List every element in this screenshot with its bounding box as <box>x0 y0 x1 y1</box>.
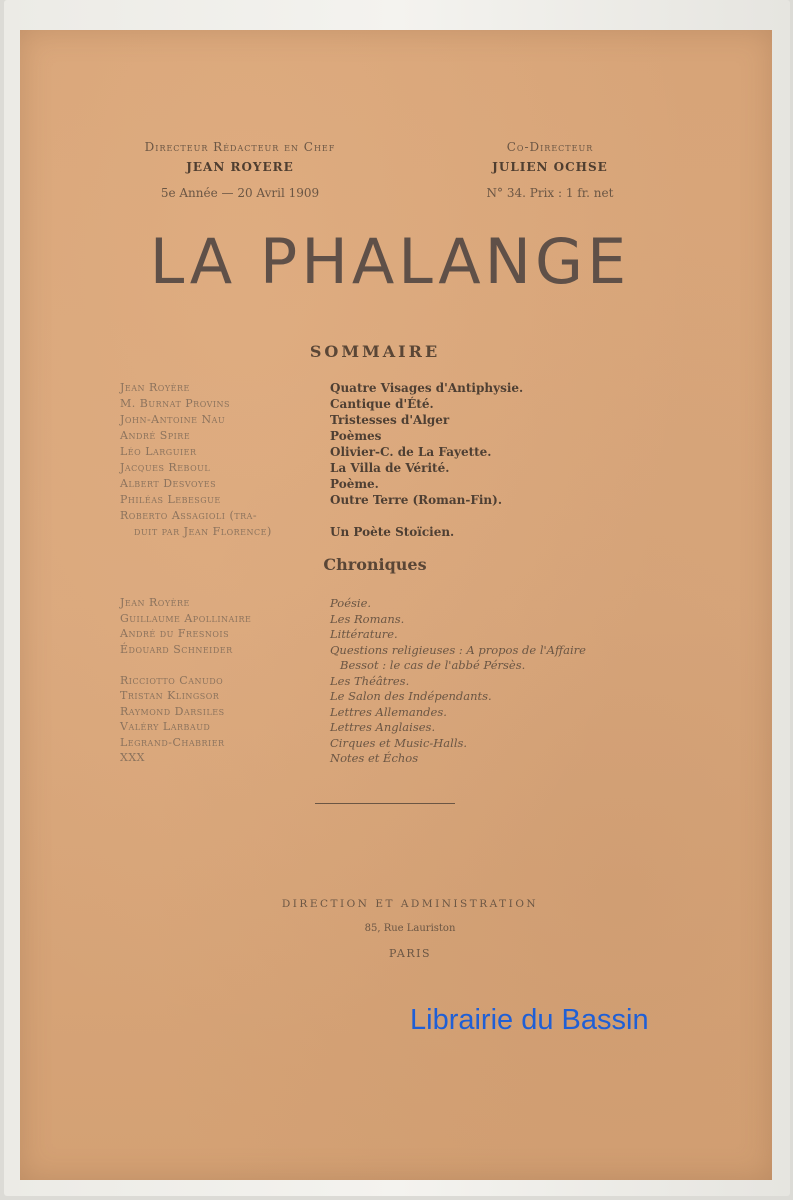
author: Roberto Assagioli (tra- <box>120 509 258 522</box>
author: Léo Larguier <box>120 445 197 458</box>
work-title: Poésie. <box>330 596 372 610</box>
author: André du Fresnois <box>120 627 230 640</box>
chronique-item <box>120 719 770 735</box>
author: John-Antoine Nau <box>120 413 226 426</box>
chronique-item <box>120 704 770 720</box>
work-title: Cirques et Music-Halls. <box>330 735 468 750</box>
work-title: Le Salon des Indépendants. <box>330 689 492 703</box>
work-title: Bessot : le cas de l'abbé Pérsès. <box>340 658 526 672</box>
author: Édouard Schneider <box>120 642 233 656</box>
author: Jacques Reboul <box>120 461 211 474</box>
work-title: Poème. <box>330 477 379 491</box>
sommaire-item <box>120 444 770 460</box>
author: Raymond Darsiles <box>120 704 225 718</box>
chroniques-heading: Chroniques <box>323 555 427 574</box>
author: Valéry Larbaud <box>120 720 211 733</box>
work-title: Tristesses d'Alger <box>330 413 450 427</box>
chronique-item <box>120 642 770 658</box>
author: André Spire <box>120 429 191 442</box>
author: Albert Desvoyes <box>120 477 217 490</box>
issue-date: 5e Année — 20 Avril 1909 <box>160 186 320 200</box>
author: Guillaume Apollinaire <box>120 611 252 625</box>
director-role: Directeur Rédacteur en Chef <box>144 140 336 154</box>
work-title: Les Romans. <box>330 611 405 626</box>
chronique-item <box>120 595 770 611</box>
work-title: Notes et Échos <box>330 751 419 765</box>
author: Legrand-Chabrier <box>120 735 225 749</box>
watermark-text: Librairie du Bassin <box>410 1004 649 1036</box>
chronique-item <box>120 611 770 627</box>
author: M. Burnat Provins <box>120 397 231 410</box>
chroniques-list <box>120 595 770 775</box>
author: Philéas Lebesgue <box>120 493 221 506</box>
chronique-item <box>120 626 770 642</box>
work-title: Quatre Visages d'Antiphysie. <box>330 381 524 395</box>
author: Jean Royère <box>120 596 190 609</box>
author: Tristan Klingsor <box>120 689 220 702</box>
sommaire-list <box>120 380 770 550</box>
page-title: LA PHALANGE <box>149 225 631 298</box>
author: XXX <box>120 751 145 764</box>
work-title: La Villa de Vérité. <box>330 461 450 475</box>
work-title: Questions religieuses : A propos de l'Affaire <box>330 642 586 657</box>
chronique-item <box>120 750 770 766</box>
chronique-item <box>120 735 770 751</box>
chronique-item <box>120 673 770 689</box>
footer-city: PARIS <box>389 947 431 960</box>
work-title: Poèmes <box>330 429 382 443</box>
footer-address: 85, Rue Lauriston <box>364 923 456 934</box>
work-title: Outre Terre (Roman-Fin). <box>330 493 502 507</box>
footer-direction: DIRECTION ET ADMINISTRATION <box>281 898 539 910</box>
magazine-cover <box>20 30 772 1180</box>
sommaire-item <box>120 476 770 492</box>
sommaire-item <box>120 428 770 444</box>
divider-rule <box>315 803 455 804</box>
sommaire-item <box>120 412 770 428</box>
chronique-item <box>120 657 770 673</box>
author: Ricciotto Canudo <box>120 673 224 687</box>
sommaire-heading: SOMMAIRE <box>309 342 441 361</box>
work-title: Lettres Anglaises. <box>330 720 436 734</box>
co-director-role: Co-Directeur <box>506 140 594 154</box>
work-title: Littérature. <box>330 627 398 641</box>
sommaire-item <box>120 492 770 508</box>
author: duit par Jean Florence) <box>134 525 272 538</box>
director-name: JEAN ROYERE <box>186 160 294 174</box>
sommaire-item <box>120 396 770 412</box>
author: Jean Royère <box>120 381 190 394</box>
sommaire-item <box>120 380 770 396</box>
co-director-name: JULIEN OCHSE <box>492 160 608 174</box>
work-title: Les Théâtres. <box>330 673 410 688</box>
work-title: Lettres Allemandes. <box>330 704 447 719</box>
work-title: Un Poète Stoïcien. <box>330 525 455 539</box>
chronique-item <box>120 688 770 704</box>
sommaire-item <box>120 460 770 476</box>
sommaire-item <box>120 508 770 524</box>
sommaire-item <box>134 524 784 540</box>
work-title: Cantique d'Été. <box>330 397 434 411</box>
issue-number-price: N° 34. Prix : 1 fr. net <box>486 186 614 200</box>
work-title: Olivier-C. de La Fayette. <box>330 445 492 459</box>
